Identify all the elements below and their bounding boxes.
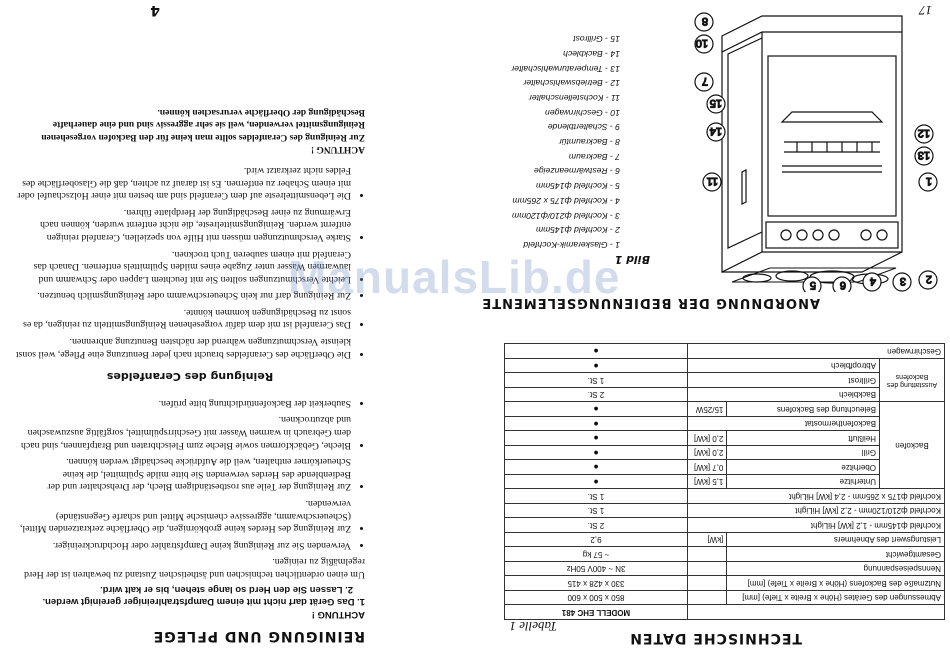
row-label: Grillrost (688, 373, 880, 388)
knob (877, 230, 887, 240)
row-value: 850 x 500 x 600 (505, 591, 688, 606)
svg-text:10: 10 (695, 37, 708, 49)
row-value: 9,2 (505, 533, 688, 548)
tech-data-title: TECHNISCHE DATEN (629, 630, 802, 646)
achtung-line-1: 1. Das Gerät darf nicht mit einem Dampfstrahlreiniger gereinigt werden. (42, 596, 365, 608)
row-dot: ● (505, 359, 688, 374)
svg-text:12: 12 (917, 127, 930, 139)
row-value: 330 x 428 x 415 (505, 576, 688, 591)
row-dot: ● (505, 460, 688, 475)
figure-label: Bild 1 (614, 253, 650, 266)
legend-item: 12 - Betriebswahlschalter (523, 78, 620, 89)
row-label: Nutzmaße des Backofens (Höhe x Breite x Tiefe) [mm] (727, 576, 945, 591)
ceran-bullet: • Zur Reinigung darf nur kein Scheuerschwamm oder Reinigungsmilch benutzen. (15, 289, 351, 302)
knob (797, 230, 807, 240)
svg-text:15: 15 (709, 97, 722, 109)
table-caption: Tabelle 1 (509, 619, 557, 634)
legend-item: 15 - Grillrost (573, 34, 620, 45)
row-dot: ● (505, 417, 688, 432)
legend-item: 9 - Schaltertblende (547, 122, 620, 133)
legend-item: 8 - Backraumtür (558, 137, 620, 148)
achtung-block-1 (20, 583, 365, 621)
achtung-block-2 (15, 105, 365, 155)
legend-item: 13 - Temperaturwahlschalter (511, 63, 620, 74)
ceran-bullet: • Starke Verschmutzungen müssen mit Hilfe von speziellen, Ceranfeld reinigen entfernt werden. Reinigungsmittelreste, die nicht entfernt wurden, können nach Erwärmung zu einer Beschädigung der Herdplatte führen. (15, 205, 351, 243)
page-number-4: 4 (149, 2, 160, 18)
group-backofen: Backofen (880, 402, 945, 489)
row-label: Abmessungen des Gerätes (Höhe x Breite x Tiefe) [mm] (727, 591, 945, 606)
row-value: 2 St. (505, 388, 688, 403)
grill-rack (784, 142, 880, 152)
row-label: Nennspeisespannung (727, 562, 945, 577)
row-dot: ● (505, 402, 688, 417)
row-dot: ● (505, 446, 688, 461)
cleaning-intro: Um einen ordentlichen technischen und ästhetischen Zustand zu bewahren ist der Herd regelmäßig zu reinigen. (24, 556, 365, 580)
ceran-bullet: • Die Lebensmittelreste auf dem Ceranfeld sind am besten mit einer Holzschaufel oder mit einem Schaber zu entfernen. Es ist darauf zu achten, daß die Glasoberfläche des Feldes nicht zerkratzt wird. (15, 163, 351, 201)
row-label: Beleuchtung des Backofens (727, 402, 880, 417)
svg-text:13: 13 (917, 149, 930, 161)
achtung-line-2: 2. Lassen Sie den Herd so lange stehen, bis er kalt wird. (100, 584, 353, 595)
legend-item: 2 - Kochfeld ф145mm (535, 225, 620, 236)
knob (829, 230, 839, 240)
control-panel (766, 222, 898, 248)
row-label: Oberhitze (727, 460, 880, 475)
legend-item: 4 - Kochfeld ф175 x 265mm (512, 195, 620, 206)
row-value: 3N ~ 400V 50Hz (505, 562, 688, 577)
watermark: ManualsLib.de (288, 251, 621, 303)
row-dot: ● (505, 344, 688, 359)
achtung2-label: ACHTUNG ! (310, 144, 365, 155)
cleaning-bullet: • Zur Reinigung der Teile aus rostbeständigem Blech, der Drehschalter und der Bedienblende des Herdes verwenden Sie bitte milde Spülmittel, die keine Scheuerkörner enthalten, weil die Aufdrücke beschädigt werden können. (15, 455, 351, 493)
svg-text:3: 3 (899, 275, 906, 287)
svg-text:7: 7 (701, 75, 708, 87)
row-unit: 2,0 [kW] (688, 431, 727, 446)
knob (781, 230, 791, 240)
row-label: Kochfeld ф145mm - 1,2 [kW] HiLight (688, 518, 945, 533)
legend-item: 6 - Restwärmeanzeige (534, 166, 620, 177)
cleaning-body (15, 105, 365, 580)
cleaning-bullet: • Sauberkeit der Backofentürdichtung bitte prüfen. (15, 396, 351, 409)
row-value: ~ 57 kg (505, 547, 688, 562)
row-label: Heißluft (727, 431, 880, 446)
legend-item: 5 - Kochfeld ф145mm (535, 181, 620, 192)
row-label: Kochfeld ф175 x 265mm - 2,4 [kW] HiLight (688, 489, 945, 504)
oven-diagram (682, 6, 942, 292)
legend-list (490, 31, 620, 252)
ceran-bullet: • Leichte Verschmutzungen sollten Sie mit feuchtem Lappen oder Schwamm und lauwarmen Wasser unter Zugabe eines milden Spülmittels entfernen. Danach das Ceranfeld mit einem sauberen Tuch trocknen. (15, 247, 351, 285)
row-unit: 2,0 [kW] (688, 446, 727, 461)
row-label: Gesamtgewicht (727, 547, 945, 562)
svg-text:8: 8 (701, 15, 708, 27)
row-value: 1 St. (505, 489, 688, 504)
hob-4 (743, 274, 771, 282)
svg-text:5: 5 (809, 279, 816, 291)
ceran-bullet: • Das Ceranfeld ist mit dem dafür vorgesehenen Reinigungsmitteln zu reinigen, da es sonst zu Beschädigungen kommen könnte. (15, 305, 351, 330)
oven-door (728, 38, 762, 248)
page-number-17: 17 (919, 3, 932, 18)
knob (813, 230, 823, 240)
svg-text:2: 2 (925, 273, 932, 285)
row-unit: 0,7 [kW] (688, 460, 727, 475)
row-label: Kochfeld ф210/120mm - 2,2 [kW] HiLight (688, 504, 945, 519)
svg-text:6: 6 (839, 279, 846, 291)
cleaning-bullet-list (15, 396, 365, 551)
row-value: 1 St. (505, 504, 688, 519)
svg-text:4: 4 (869, 275, 876, 287)
row-label: Backblech (688, 388, 880, 403)
legend-item: 10 - Geschirrwagen (545, 107, 620, 118)
row-value: 1 St. (505, 373, 688, 388)
cleaning-bullet: • Bleche, Gebäckformen sowie Bleche zum Fleischbraten und Bratpfannen, sind nach dem Gebrauch in warmen Wasser mit Geschirrspülmittel, sorgfältig auszuwaschen und abzutrocknen. (15, 413, 351, 451)
row-label: Leistungswert des Abnehmers (727, 533, 945, 548)
row-value: 2 St. (505, 518, 688, 533)
controls-title: ANORDNUNG DER BEDIENUNGSELEMENTE (481, 295, 820, 310)
group-ausstattung: Ausstattung des Backofens (880, 359, 945, 403)
table-header-model: MODELL EHC 481 (505, 605, 688, 620)
cleaning-bullet: • Verwenden Sie zur Reinigung keine Dampfstrahler oder Hochdruckreiniger. (15, 538, 351, 551)
achtung2-text: Zur Reinigung des Ceranfeldes sollte man keine für den Backofen vorgesehenen Reinigungsmittel verwenden, weil sie sehr aggressiv sind und eine dauerhafte Beschädigung der Oberfläche verursachen können. (41, 106, 365, 142)
tech-data-table (504, 344, 945, 621)
row-label: Geschirrwagen (688, 344, 945, 359)
legend-item: 14 - Backblech (563, 48, 620, 59)
row-label: Unterhitze (727, 475, 880, 490)
baking-tray (782, 112, 882, 122)
callout-1: 1 (925, 175, 932, 187)
row-unit: 1,5 [kW] (688, 475, 727, 490)
cleaning-title: REINIGUNG UND PFLEGE (152, 628, 365, 644)
legend-item: 7 - Backraum (568, 151, 620, 162)
cleaning-bullet: • Zur Reinigung des Herdes keine grobkörnigen, die Oberfläche zerkratzenden Mittel, (Scheuerschwamm, aggressive chemische Mittel und scharfe Gegenstände) verwenden. (15, 496, 351, 534)
row-label: Grill (727, 446, 880, 461)
achtung-label: ACHTUNG ! (311, 609, 365, 620)
oven-cavity (768, 56, 896, 216)
legend-item: 1 - Glaskeramik-Kochfeld (523, 240, 620, 250)
row-dot: ● (505, 475, 688, 490)
row-dot: ● (505, 431, 688, 446)
ceran-subtitle: Reinigung des Ceranfeldes (106, 370, 274, 384)
row-label: Abtropfblech (688, 359, 880, 374)
legend-item: 3 - Kochfeld ф210/ф120mm (512, 210, 620, 221)
svg-text:11: 11 (706, 175, 718, 187)
row-label: Backofenthermostat (688, 417, 880, 432)
row-unit: 15/25W (688, 402, 727, 417)
svg-text:14: 14 (709, 125, 722, 137)
legend-item: 11 - Kochstellenschalter (528, 92, 620, 103)
ceran-bullet: • Die Oberfläche des Ceranfeldes braucht nach jeder Benutzung eine Pflege, weil sonst kleinste Verschmutzungen während der nächsten Benutzung anbrennen. (15, 335, 351, 360)
row-unit: [kW] (688, 533, 727, 548)
knob (861, 230, 871, 240)
